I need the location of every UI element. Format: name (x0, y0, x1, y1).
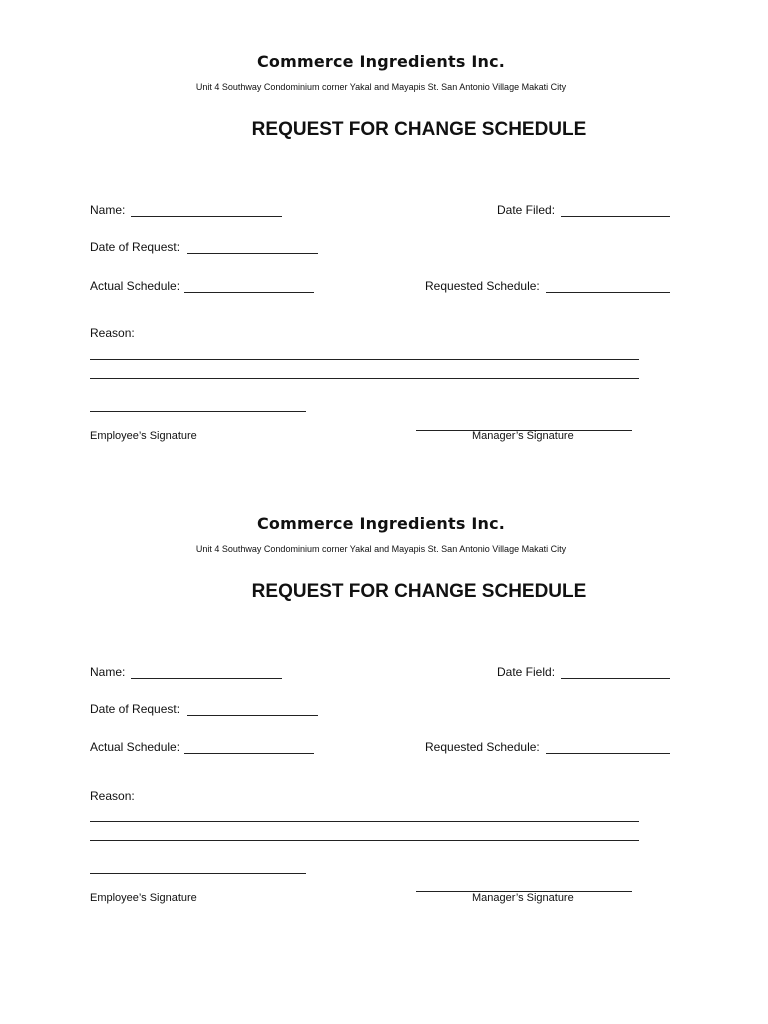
date-filed-field-line[interactable] (561, 216, 670, 217)
requested-schedule-field-line[interactable] (546, 753, 670, 754)
actual-schedule-field-line[interactable] (184, 753, 314, 754)
actual-schedule-label: Actual Schedule: (90, 279, 181, 293)
requested-schedule-field-line[interactable] (546, 292, 670, 293)
date-filed-label: Date Filed: (497, 203, 556, 217)
date-of-request-label: Date of Request: (90, 702, 181, 716)
change-schedule-form (0, 462, 768, 932)
form-title: REQUEST FOR CHANGE SCHEDULE (251, 119, 587, 140)
date-field-label: Date Field: (497, 665, 556, 679)
date-of-request-label: Date of Request: (90, 240, 181, 254)
company-address: Unit 4 Southway Condominium corner Yakal and Mayapis St. San Antonio Village Makati City (195, 82, 567, 92)
reason-line-1[interactable] (90, 359, 639, 360)
form-title: REQUEST FOR CHANGE SCHEDULE (251, 581, 587, 602)
company-name: Commerce Ingredients Inc. (256, 52, 506, 71)
name-label: Name: (90, 203, 126, 217)
reason-label: Reason: (90, 789, 135, 803)
company-name: Commerce Ingredients Inc. (256, 514, 506, 533)
reason-line-2[interactable] (90, 840, 639, 841)
requested-schedule-label: Requested Schedule: (425, 740, 540, 754)
manager-signature-label: Manager’s Signature (472, 430, 574, 442)
name-field-line[interactable] (131, 678, 282, 679)
reason-label: Reason: (90, 326, 135, 340)
change-schedule-form (0, 0, 768, 470)
company-address: Unit 4 Southway Condominium corner Yakal and Mayapis St. San Antonio Village Makati City (195, 544, 567, 554)
reason-line-1[interactable] (90, 821, 639, 822)
name-field-line[interactable] (131, 216, 282, 217)
employee-signature-label: Employee’s Signature (90, 430, 197, 442)
actual-schedule-label: Actual Schedule: (90, 740, 181, 754)
reason-line-2[interactable] (90, 378, 639, 379)
date-field-line[interactable] (561, 678, 670, 679)
employee-signature-line[interactable] (90, 411, 306, 412)
manager-signature-label: Manager’s Signature (472, 892, 574, 904)
employee-signature-label: Employee’s Signature (90, 892, 197, 904)
name-label: Name: (90, 665, 126, 679)
actual-schedule-field-line[interactable] (184, 292, 314, 293)
date-of-request-field-line[interactable] (187, 253, 318, 254)
date-of-request-field-line[interactable] (187, 715, 318, 716)
requested-schedule-label: Requested Schedule: (425, 279, 540, 293)
employee-signature-line[interactable] (90, 873, 306, 874)
